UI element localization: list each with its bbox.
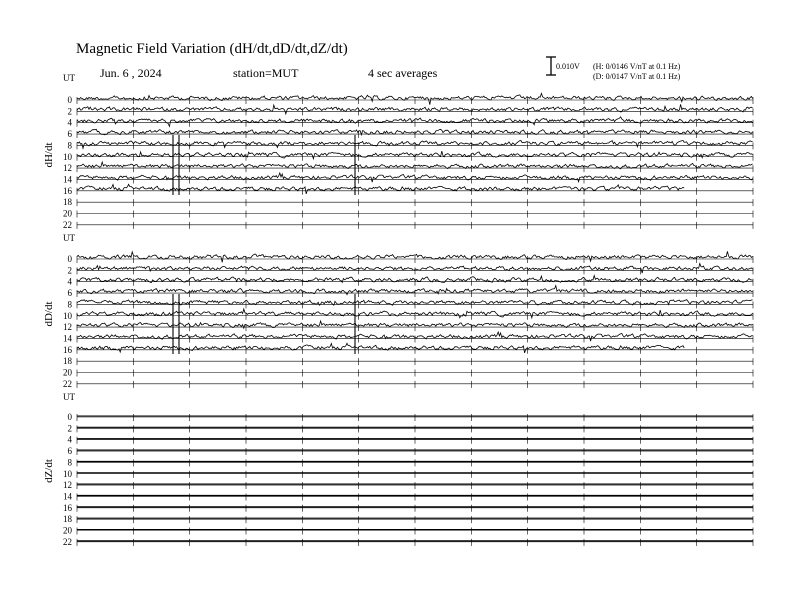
hour-tick-label: 16 — [63, 344, 72, 355]
ut-label: UT — [63, 73, 75, 83]
hour-tick-label: 2 — [67, 265, 72, 276]
hour-tick-label: 14 — [63, 174, 72, 185]
panel-1 — [43, 233, 753, 389]
hour-tick-label: 12 — [63, 163, 72, 174]
hour-tick-label: 16 — [63, 185, 72, 196]
hour-tick-label: 22 — [63, 536, 72, 547]
scale-value-label: 0.010V — [556, 62, 580, 71]
hour-tick-label: 18 — [63, 514, 72, 525]
hour-tick-label: 16 — [63, 502, 72, 513]
panels-group — [43, 73, 753, 547]
hour-tick-label: 14 — [63, 491, 72, 502]
hour-tick-label: 2 — [67, 423, 72, 434]
scale-h-note: (H: 0/0146 V/nT at 0.1 Hz) — [593, 62, 681, 71]
hour-tick-label: 22 — [63, 378, 72, 389]
hour-tick-label: 0 — [67, 412, 72, 422]
date-label: Jun. 6 , 2024 — [100, 66, 162, 80]
panel-axis-label: dH/dt — [43, 142, 55, 168]
hour-tick-label: 4 — [67, 117, 72, 128]
hour-tick-label: 4 — [67, 434, 72, 445]
scale-bar — [546, 57, 556, 75]
hour-tick-label: 2 — [67, 106, 72, 117]
hour-tick-label: 0 — [67, 254, 72, 264]
hour-tick-label: 18 — [63, 356, 72, 367]
ut-label: UT — [63, 392, 75, 402]
hour-tick-label: 10 — [63, 310, 72, 321]
hour-tick-label: 20 — [63, 367, 72, 378]
panel-2 — [43, 392, 753, 547]
hour-tick-label: 14 — [63, 333, 72, 344]
hour-tick-label: 10 — [63, 468, 72, 479]
hour-tick-label: 6 — [67, 288, 72, 299]
panel-axis-label: dZ/dt — [43, 459, 55, 483]
panel-0 — [43, 73, 753, 230]
hour-tick-label: 8 — [67, 299, 72, 310]
trace-line — [77, 343, 684, 353]
hour-tick-label: 4 — [67, 276, 72, 287]
hour-tick-label: 12 — [63, 322, 72, 333]
chart-title: Magnetic Field Variation (dH/dt,dD/dt,dZ/dt) — [76, 41, 348, 57]
scale-d-note: (D: 0/0147 V/nT at 0.1 Hz) — [593, 72, 681, 81]
ut-label: UT — [63, 233, 75, 243]
hour-tick-label: 20 — [63, 525, 72, 536]
hour-tick-label: 6 — [67, 446, 72, 457]
hour-tick-label: 6 — [67, 129, 72, 140]
trace-line — [77, 184, 684, 194]
hour-tick-label: 12 — [63, 480, 72, 491]
station-label: station=MUT — [233, 66, 299, 80]
hour-tick-label: 0 — [67, 95, 72, 105]
averaging-label: 4 sec averages — [368, 66, 438, 80]
hour-tick-label: 22 — [63, 219, 72, 230]
hour-tick-label: 8 — [67, 140, 72, 151]
hour-tick-label: 8 — [67, 457, 72, 468]
panel-axis-label: dD/dt — [43, 301, 55, 327]
hour-tick-label: 10 — [63, 151, 72, 162]
hour-tick-label: 18 — [63, 197, 72, 208]
hour-tick-label: 20 — [63, 208, 72, 219]
